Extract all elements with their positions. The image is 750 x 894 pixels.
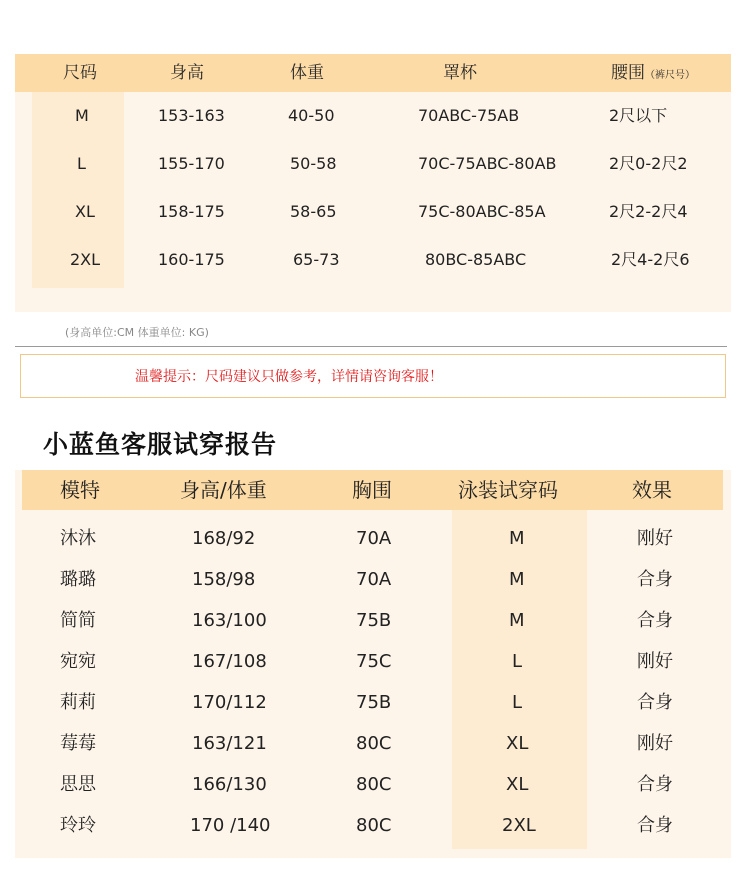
effect-cell: 刚好 — [637, 651, 673, 672]
report-table-body — [15, 518, 731, 848]
header-effect: 效果 — [632, 478, 672, 502]
effect-cell: 合身 — [637, 610, 673, 631]
report-row — [15, 682, 731, 723]
height-cell: 160-175 — [158, 250, 225, 269]
try-size-cell: XL — [506, 774, 529, 795]
try-size-cell: M — [509, 610, 525, 631]
header-model: 模特 — [60, 478, 100, 502]
size-row — [15, 92, 731, 140]
weight-cell: 65-73 — [293, 250, 340, 269]
size-table-header — [15, 54, 731, 92]
size-row — [15, 140, 731, 188]
height-weight-cell: 167/108 — [192, 651, 267, 672]
bust-cell: 80C — [356, 733, 392, 754]
report-row — [15, 559, 731, 600]
height-weight-cell: 163/121 — [192, 733, 267, 754]
bust-cell: 80C — [356, 815, 392, 836]
effect-cell: 刚好 — [637, 733, 673, 754]
height-cell: 153-163 — [158, 106, 225, 125]
report-row — [15, 805, 731, 846]
header-size: 尺码 — [63, 63, 97, 83]
model-cell: 玲玲 — [60, 815, 96, 836]
weight-cell: 40-50 — [288, 106, 335, 125]
report-row — [15, 518, 731, 559]
size-cell: M — [75, 106, 89, 125]
model-cell: 莉莉 — [60, 692, 96, 713]
bust-cell: 75B — [356, 692, 392, 713]
report-title: 小蓝鱼客服试穿报告 — [43, 430, 278, 459]
waist-cell: 2尺4-2尺6 — [611, 250, 690, 269]
height-weight-cell: 166/130 — [192, 774, 267, 795]
header-waist — [611, 54, 695, 92]
cup-cell: 70ABC-75AB — [418, 106, 520, 125]
header-try-size: 泳装试穿码 — [458, 478, 558, 502]
try-size-cell: L — [512, 651, 523, 672]
header-height-weight: 身高/体重 — [180, 478, 267, 502]
size-cell: L — [77, 154, 86, 173]
cup-cell: 70C-75ABC-80AB — [418, 154, 557, 173]
bust-cell: 75C — [356, 651, 392, 672]
try-size-cell: XL — [506, 733, 529, 754]
size-cell: 2XL — [70, 250, 101, 269]
bust-cell: 70A — [356, 569, 392, 590]
height-weight-cell: 158/98 — [192, 569, 256, 590]
model-cell: 莓莓 — [60, 733, 96, 754]
bust-cell: 75B — [356, 610, 392, 631]
weight-cell: 58-65 — [290, 202, 337, 221]
report-row — [15, 723, 731, 764]
header-weight: 体重 — [290, 63, 324, 83]
cup-cell: 80BC-85ABC — [425, 250, 527, 269]
waist-cell: 2尺以下 — [609, 106, 668, 125]
waist-cell: 2尺2-2尺4 — [609, 202, 688, 221]
height-weight-cell: 163/100 — [192, 610, 267, 631]
effect-cell: 刚好 — [637, 528, 673, 549]
try-size-cell: M — [509, 569, 525, 590]
model-cell: 璐璐 — [60, 569, 96, 590]
units-note: (身高单位:CM 体重单位: KG) — [65, 326, 209, 339]
try-size-cell: L — [512, 692, 523, 713]
header-waist-note: （裤尺号） — [645, 70, 695, 81]
model-cell: 沐沐 — [60, 528, 96, 549]
header-cup: 罩杯 — [443, 63, 477, 83]
try-size-cell: 2XL — [502, 815, 536, 836]
bust-cell: 80C — [356, 774, 392, 795]
weight-cell: 50-58 — [290, 154, 337, 173]
report-row — [15, 764, 731, 805]
size-cell: XL — [75, 202, 95, 221]
try-size-cell: M — [509, 528, 525, 549]
waist-cell: 2尺0-2尺2 — [609, 154, 688, 173]
size-row — [15, 188, 731, 236]
header-bust: 胸围 — [352, 478, 392, 502]
report-row — [15, 641, 731, 682]
report-table-header — [22, 470, 723, 510]
height-weight-cell: 170/112 — [192, 692, 267, 713]
bust-cell: 70A — [356, 528, 392, 549]
height-cell: 155-170 — [158, 154, 225, 173]
effect-cell: 合身 — [637, 774, 673, 795]
model-cell: 思思 — [60, 774, 96, 795]
header-height: 身高 — [170, 63, 204, 83]
size-row — [15, 236, 731, 284]
effect-cell: 合身 — [637, 692, 673, 713]
model-cell: 简简 — [60, 610, 96, 631]
height-weight-cell: 170 /140 — [190, 815, 271, 836]
height-weight-cell: 168/92 — [192, 528, 256, 549]
height-cell: 158-175 — [158, 202, 225, 221]
cup-cell: 75C-80ABC-85A — [418, 202, 546, 221]
header-waist-label: 腰围 — [611, 63, 645, 83]
model-cell: 宛宛 — [60, 651, 96, 672]
divider — [15, 346, 727, 347]
tip-text: 温馨提示：尺码建议只做参考，详情请咨询客服！ — [135, 369, 443, 385]
effect-cell: 合身 — [637, 815, 673, 836]
size-table-body — [15, 92, 731, 288]
report-row — [15, 600, 731, 641]
effect-cell: 合身 — [637, 569, 673, 590]
